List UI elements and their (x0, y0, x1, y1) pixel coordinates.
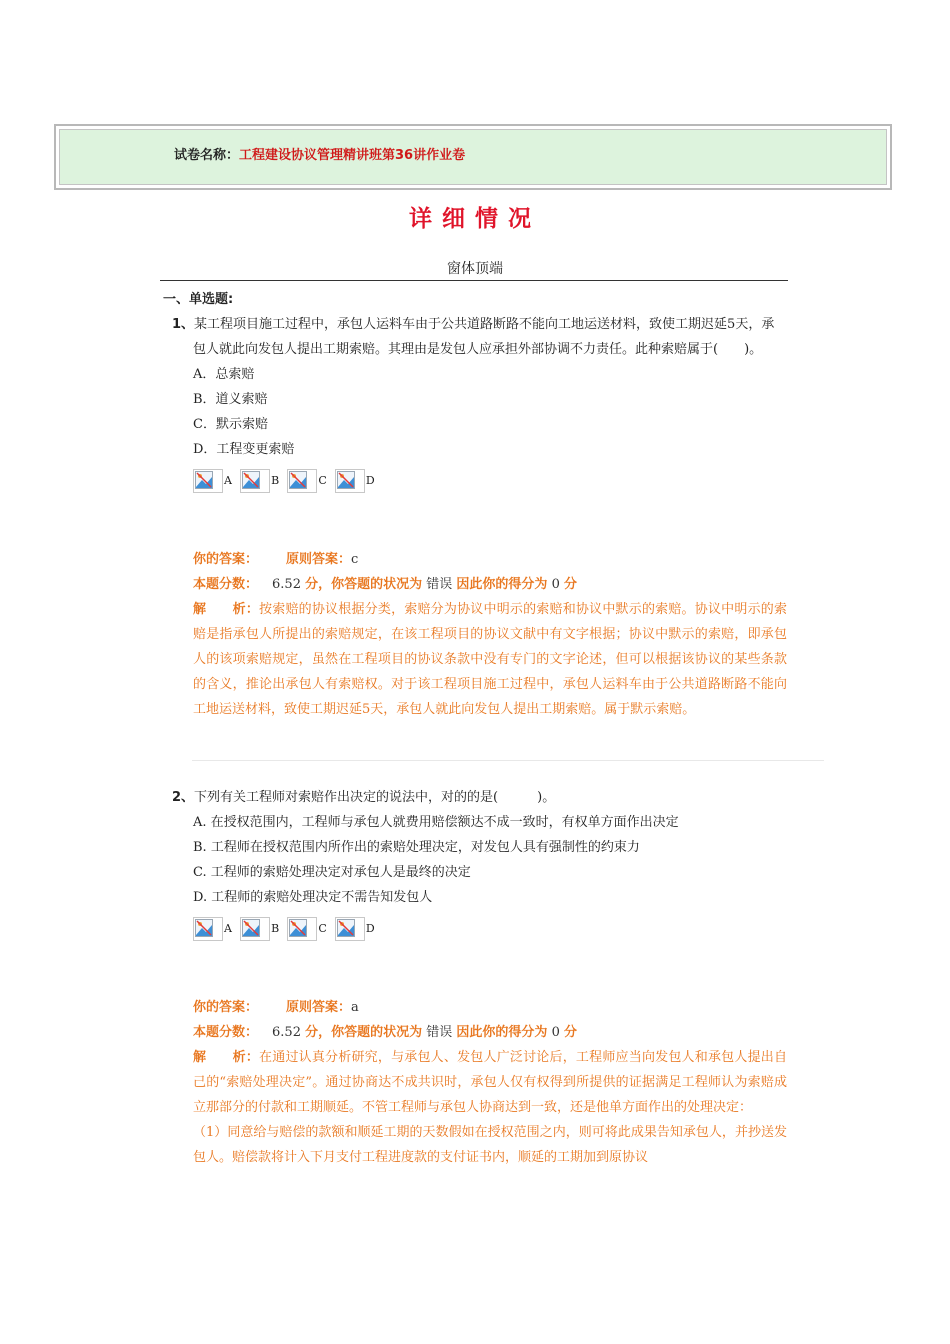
answer-line (172, 547, 787, 572)
choice-a[interactable] (193, 916, 232, 941)
option-d: D．工程变更索赔 (193, 442, 295, 457)
answer-line (172, 995, 787, 1020)
standard-answer-label: 原则答案： (286, 1000, 352, 1015)
broken-image-icon (287, 469, 317, 493)
question-1 (172, 312, 787, 722)
result-prefix: 因此你的得分为 (456, 1025, 548, 1040)
paper-banner (54, 124, 892, 190)
top-divider (160, 280, 788, 281)
option-c: C．默示索赔 (193, 417, 268, 432)
result-unit: 分 (564, 1025, 578, 1040)
option-c: C. 工程师的索赔处理决定对承包人是最终的决定 (193, 865, 471, 880)
standard-answer-label: 原则答案： (286, 552, 352, 567)
standard-answer: a (351, 1000, 359, 1015)
score-unit: 分，你答题的状况为 (305, 1025, 423, 1040)
answer-choices (172, 468, 787, 498)
paper-name-label: 试卷名称： (174, 148, 240, 163)
broken-image-icon (193, 917, 223, 941)
score-line (172, 1020, 787, 1045)
choice-b[interactable] (240, 468, 279, 493)
result-prefix: 因此你的得分为 (456, 577, 548, 592)
choice-letter: A (224, 474, 232, 487)
choice-letter: B (271, 474, 280, 487)
score-value: 6.52 (272, 577, 301, 592)
broken-image-icon (193, 469, 223, 493)
choice-letter: A (224, 922, 232, 935)
analysis-label: 解 析： (193, 1050, 260, 1065)
your-answer-label: 你的答案： (193, 552, 259, 567)
score-label: 本题分数： (193, 577, 259, 592)
question-divider (192, 760, 824, 761)
analysis (172, 1045, 787, 1120)
choice-letter: C (318, 474, 327, 487)
option-d: D. 工程师的索赔处理决定不需告知发包人 (193, 890, 433, 905)
score-label: 本题分数： (193, 1025, 259, 1040)
question-2 (172, 785, 787, 1170)
section-title: 一、单选题: (163, 292, 234, 307)
choice-letter: C (318, 922, 327, 935)
answer-status: 错误 (426, 1025, 453, 1040)
broken-image-icon (240, 469, 270, 493)
broken-image-icon (287, 917, 317, 941)
paper-banner-inner (59, 129, 887, 185)
choice-b[interactable] (240, 916, 279, 941)
choice-d[interactable] (335, 468, 375, 493)
paper-name: 工程建设协议管理精讲班第36讲作业卷 (239, 148, 466, 163)
question-text: 某工程项目施工过程中，承包人运料车由于公共道路断路不能向工地运送材料，致使工期迟延5天，承包人就此向发包人提出工期索赔。其理由是发包人应承担外部协调不力责任。此种索赔属于( )。 (193, 317, 775, 357)
standard-answer: c (351, 552, 359, 567)
analysis (172, 597, 787, 722)
analysis-continued: （1）同意给与赔偿的款额和顺延工期的天数假如在授权范围之内，则可将此成果告知承包人，并抄送发包人。赔偿款将计入下月支付工程进度款的支付证书内，顺延的工期加到原协议 (193, 1125, 787, 1165)
answer-status: 错误 (426, 577, 453, 592)
result-value: 0 (551, 1025, 560, 1040)
answer-choices (172, 916, 787, 946)
broken-image-icon (240, 917, 270, 941)
broken-image-icon (335, 917, 365, 941)
form-top-label: 窗体顶端 (447, 261, 503, 277)
score-value: 6.52 (272, 1025, 301, 1040)
question-stem (172, 312, 787, 362)
option-a: A. 在授权范围内，工程师与承包人就费用赔偿额达不成一致时，有权单方面作出决定 (193, 815, 679, 830)
option-b: B. 工程师在授权范围内所作出的索赔处理决定，对发包人具有强制性的约束力 (193, 840, 640, 855)
option-b: B．道义索赔 (193, 392, 268, 407)
choice-d[interactable] (335, 916, 375, 941)
broken-image-icon (335, 469, 365, 493)
choice-c[interactable] (287, 916, 326, 941)
analysis-label: 解 析： (193, 602, 260, 617)
result-value: 0 (551, 577, 560, 592)
score-line (172, 572, 787, 597)
choice-letter: D (365, 922, 375, 935)
your-answer-label: 你的答案： (193, 1000, 259, 1015)
question-text: 下列有关工程师对索赔作出决定的说法中，对的的是( )。 (194, 790, 556, 805)
option-a: A．总索赔 (193, 367, 255, 382)
result-unit: 分 (564, 577, 578, 592)
score-unit: 分，你答题的状况为 (305, 577, 423, 592)
paper-name-line (174, 144, 465, 163)
choice-letter: B (271, 922, 280, 935)
analysis-text: 在通过认真分析研究，与承包人、发包人广泛讨论后，工程师应当向发包人和承包人提出自己的“索赔处理决定”。通过协商达不成共识时，承包人仅有权得到所提供的证据满足工程师认为索赔成立那部分的付款和工期顺延。不管工程师与承包人协商达到一致，还是他单方面作出的处理决定： (193, 1050, 787, 1115)
page-title: 详细情况 (409, 206, 541, 232)
question-stem (172, 785, 787, 810)
choice-a[interactable] (193, 468, 232, 493)
choice-letter: D (365, 474, 375, 487)
choice-c[interactable] (287, 468, 326, 493)
question-number: 2、 (172, 790, 195, 805)
analysis-text: 按索赔的协议根据分类，索赔分为协议中明示的索赔和协议中默示的索赔。协议中明示的索赔是指承包人所提出的索赔规定，在该工程项目的协议文献中有文字根据；协议中默示的索赔，即承包人的该项索赔规定，虽然在工程项目的协议条款中没有专门的文字论述，但可以根据该协议的某些条款的含义，推论出承包人有索赔权。对于该工程项目施工过程中，承包人运料车由于公共道路断路不能向工地运送材料，致使工期迟延5天，承包人就此向发包人提出工期索赔。属于默示索赔。 (193, 602, 787, 717)
question-number: 1、 (172, 317, 195, 332)
